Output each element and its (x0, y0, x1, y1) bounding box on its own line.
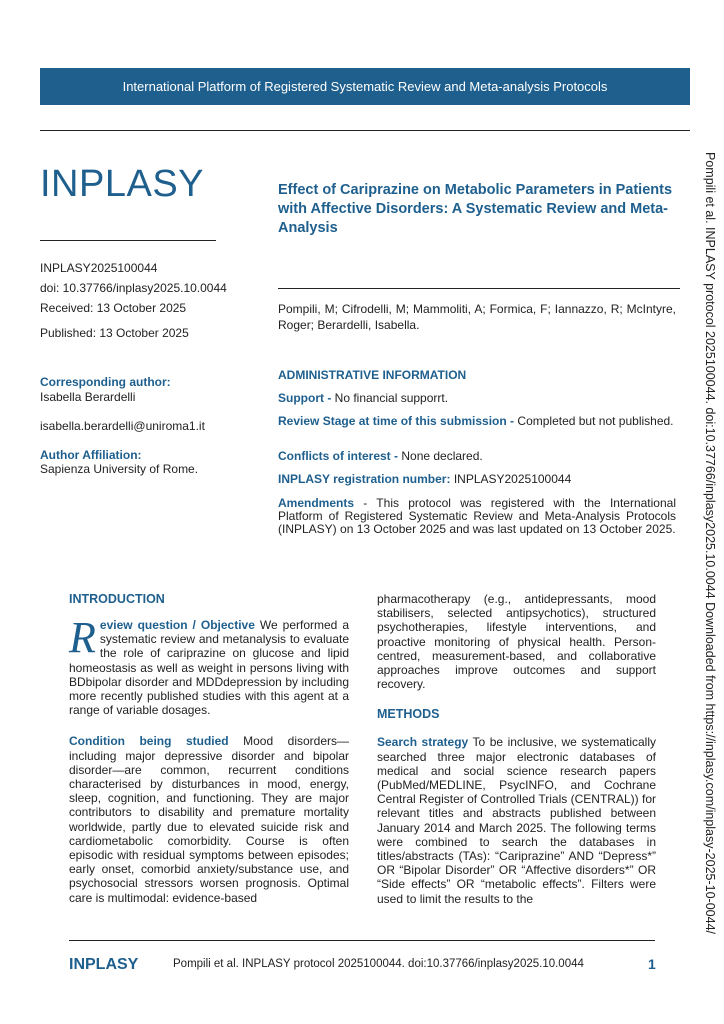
published-date: Published: 13 October 2025 (40, 326, 189, 340)
admin-heading: ADMINISTRATIVE INFORMATION (278, 368, 467, 382)
search-strategy-paragraph (377, 735, 656, 905)
search-strategy-text: To be inclusive, we systematically searched three major electronic databases of medical and social science research papers (PubMed/MEDLINE, PsycINFO, and Cochrane Central Register of Controlled Trials (CENTRAL)) for relevant titles and abstracts published between January 2014 and March 2025. The following terms were combined to search the databases in titles/abstracts (TAs): “Cariprazine” AND “Depress*” OR “Bipolar Disorder” OR “Affective disorders*” OR “Side effects” OR “metabolic effects”. Filters were used to limit the results to the (377, 735, 656, 906)
right-column (377, 592, 656, 906)
download-sidebar-text: Pompili et al. INPLASY protocol 2025100044. doi:10.37766/inplasy2025.10.0044 Downloaded from https://inplasy.com/inplasy-2025-10-0044/ (703, 152, 717, 934)
logo-rule (40, 240, 216, 241)
condition-label: Condition being studied (69, 734, 229, 749)
corresponding-author-email[interactable]: isabella.berardelli@uniroma1.it (40, 419, 205, 433)
page-number: 1 (648, 956, 656, 972)
support-label: Support - (278, 391, 332, 405)
affiliation-label: Author Affiliation: (40, 448, 142, 462)
support-value: No financial supporrt. (331, 391, 449, 405)
review-question-paragraph (69, 613, 349, 718)
article-title: Effect of Cariprazine on Metabolic Parameters in Patients with Affective Disorders: A Systematic Review and Meta-Analysis (278, 182, 673, 236)
registration-number-label: INPLASY registration number: (278, 472, 451, 486)
conflicts-label: Conflicts of interest - (278, 449, 399, 463)
doi[interactable]: doi: 10.37766/inplasy2025.10.0044 (40, 281, 227, 295)
journal-banner: International Platform of Registered Systematic Review and Meta-analysis Protocols (40, 68, 690, 105)
introduction-heading: INTRODUCTION (69, 592, 165, 606)
amendments-info (278, 497, 676, 536)
corresponding-author-label: Corresponding author: (40, 375, 171, 389)
conflicts-info (278, 450, 676, 463)
footer-citation: Pompili et al. INPLASY protocol 2025100044. doi:10.37766/inplasy2025.10.0044 (173, 958, 584, 970)
condition-continued: pharmacotherapy (e.g., antidepressants, mood stabilisers, selected antipsychotics), structured psychotherapies, lifestyle interventions, and proactive monitoring of physical health. Person-centred, measurement-based, and collaborative approaches improve outcomes and support recovery. (377, 592, 656, 692)
affiliation-value: Sapienza University of Rome. (40, 462, 199, 476)
corresponding-author-name: Isabella Berardelli (40, 390, 136, 404)
inplasy-logo: INPLASY (40, 163, 205, 205)
footer-rule (69, 940, 655, 941)
amendments-label: Amendments (278, 496, 355, 510)
support-info (278, 392, 676, 405)
conflicts-value: None declared. (398, 449, 483, 463)
review-stage-label: Review Stage at time of this submission - (278, 414, 515, 428)
review-question-label: eview question / Objective (99, 618, 255, 632)
registration-number-info (278, 473, 676, 486)
review-stage-value: Completed but not published. (514, 414, 674, 428)
footer-logo: INPLASY (69, 956, 139, 973)
condition-paragraph (69, 734, 349, 904)
title-rule (278, 288, 680, 289)
registration-number-value: INPLASY2025100044 (450, 472, 572, 486)
review-stage-info (278, 415, 676, 428)
author-list: Pompili, M; Cifrodelli, M; Mammoliti, A; Formica, F; Iannazzo, R; McIntyre, Roger; Berardelli, Isabella. (278, 302, 676, 332)
drop-cap: R (69, 613, 96, 662)
search-strategy-label: Search strategy (377, 735, 469, 750)
methods-heading: METHODS (377, 707, 440, 722)
left-column (69, 592, 349, 905)
received-date: Received: 13 October 2025 (40, 301, 187, 315)
registration-id: INPLASY2025100044 (40, 261, 158, 275)
review-question-text: We performed a systematic review and metanalysis to evaluate the role of cariprazine on glucose and lipid homeostasis as well as weight in persons living with BDbipolar disorder and MDDdepression by including more recently published studies with this agent at a range of variable dosages. (69, 618, 349, 718)
amendments-value: - This protocol was registered with the International Platform of Registered Systematic Review and Meta-Analysis Protocols (INPLASY) on 13 October 2025 and was last updated on 13 October 2025. (278, 496, 676, 536)
header-rule (40, 130, 690, 131)
condition-text: Mood disorders—including major depressive disorder and bipolar disorder—are common, recurrent conditions characterised by disturbances in mood, energy, sleep, cognition, and functioning. They are major contributors to disability and premature mortality worldwide, partly due to elevated suicide risk and cardiometabolic comorbidity. Course is often episodic with residual symptoms between episodes; early onset, comorbid anxiety/substance use, and psychosocial stressors worsen prognosis. Optimal care is multimodal: evidence-based (69, 734, 349, 905)
